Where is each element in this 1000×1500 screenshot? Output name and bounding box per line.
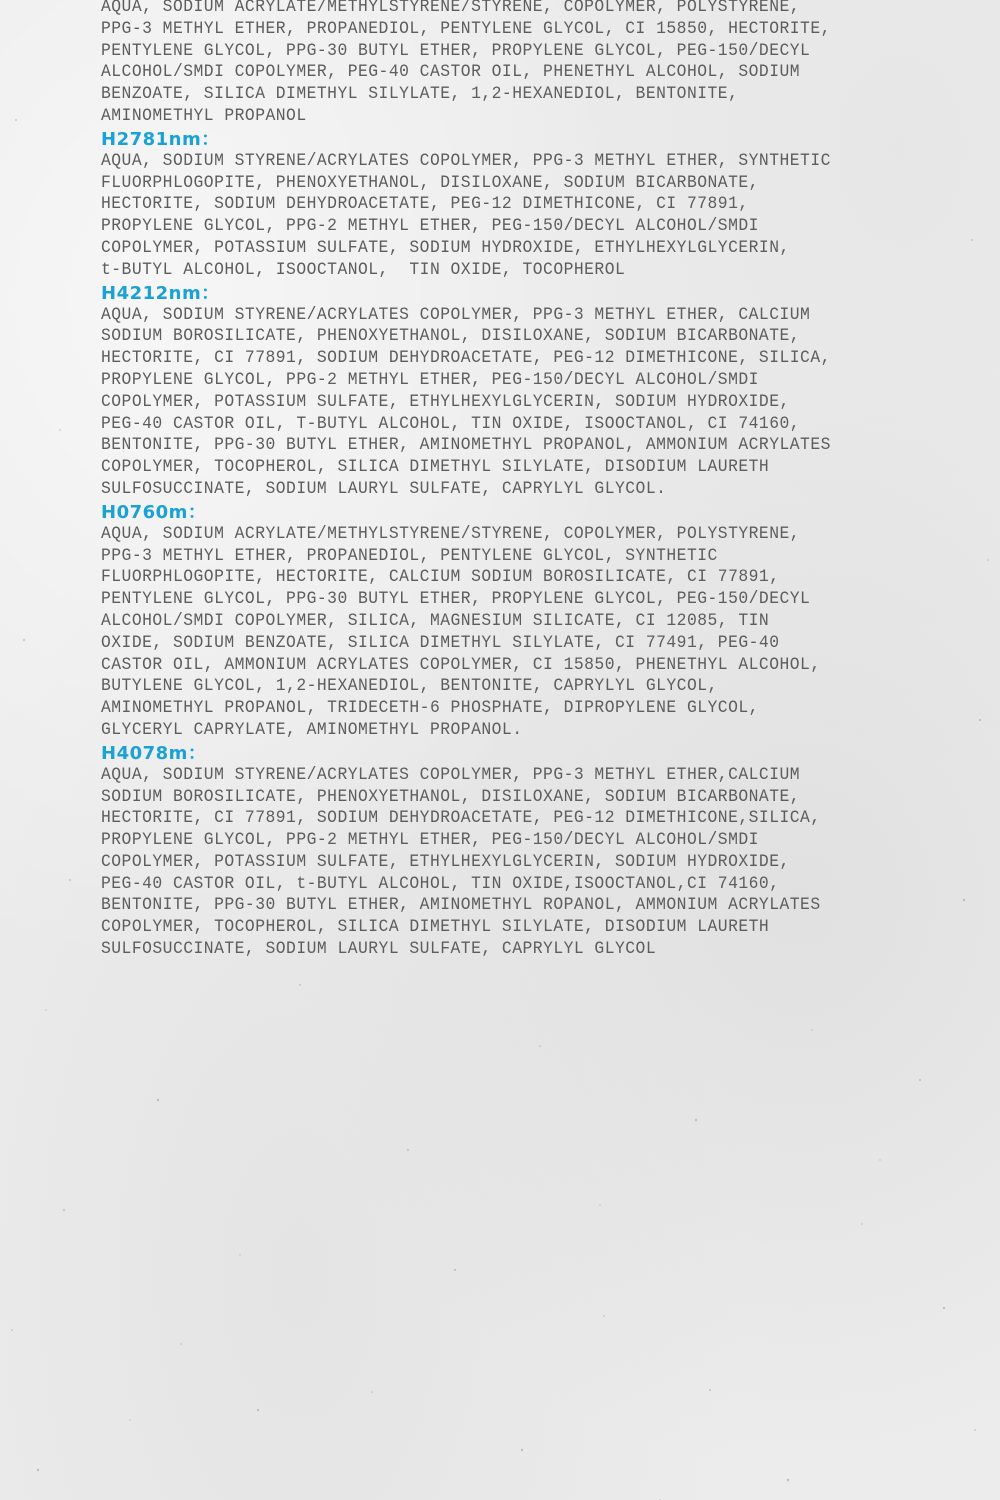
- ingredient-list-h4212nm: AQUA, SODIUM STYRENE/ACRYLATES COPOLYMER, PPG-3 METHYL ETHER, CALCIUM SODIUM BOROSILICATE, PHENOXYETHANOL, DISILOXANE, SODIUM BICARBONATE, HECTORITE, CI 77891, SODIUM DEHYDROACETATE, PEG-12 DIMETHICONE, SILICA, PROPYLENE GLYCOL, PPG-2 METHYL ETHER, PEG-150/DECYL ALCOHOL/SMDI COPOLYMER, POTASSIUM SULFATE, ETHYLHEXYLGLYCERIN, SODIUM HYDROXIDE, PEG-40 CASTOR OIL, T-BUTYL ALCOHOL, TIN OXIDE, ISOOCTANOL, CI 74160, BENTONITE, PPG-30 BUTYL ETHER, AMINOMETHYL PROPANOL, AMMONIUM ACRYLATES COPOLYMER, TOCOPHEROL, SILICA DIMETHYL SILYLATE, DISODIUM LAURETH SULFOSUCCINATE, SODIUM LAURYL SULFATE, CAPRYLYL GLYCOL.: [101, 305, 831, 499]
- product-code-h0760m: H0760m：: [101, 501, 207, 523]
- ingredients-document: [101, 0, 961, 961]
- ingredient-list-h2781nm: AQUA, SODIUM STYRENE/ACRYLATES COPOLYMER, PPG-3 METHYL ETHER, SYNTHETIC FLUORPHLOGOPITE, PHENOXYETHANOL, DISILOXANE, SODIUM BICARBONATE, HECTORITE, SODIUM DEHYDROACETATE, PEG-12 DIMETHICONE, CI 77891, PROPYLENE GLYCOL, PPG-2 METHYL ETHER, PEG-150/DECYL ALCOHOL/SMDI COPOLYMER, POTASSIUM SULFATE, SODIUM HYDROXIDE, ETHYLHEXYLGLYCERIN, t-BUTYL ALCOHOL, ISOOCTANOL, TIN OXIDE, TOCOPHEROL: [101, 151, 831, 280]
- product-code-h4078m: H4078m：: [101, 742, 207, 764]
- ingredient-list-h0760m: AQUA, SODIUM ACRYLATE/METHYLSTYRENE/STYRENE, COPOLYMER, POLYSTYRENE, PPG-3 METHYL ETHER, PROPANEDIOL, PENTYLENE GLYCOL, SYNTHETIC FLUORPHLOGOPITE, HECTORITE, CALCIUM SODIUM BOROSILICATE, CI 77891, PENTYLENE GLYCOL, PPG-30 BUTYL ETHER, PROPYLENE GLYCOL, PEG-150/DECYL ALCOHOL/SMDI COPOLYMER, SILICA, MAGNESIUM SILICATE, CI 12085, TIN OXIDE, SODIUM BENZOATE, SILICA DIMETHYL SILYLATE, CI 77491, PEG-40 CASTOR OIL, AMMONIUM ACRYLATES COPOLYMER, CI 15850, PHENETHYL ALCOHOL, BUTYLENE GLYCOL, 1,2-HEXANEDIOL, BENTONITE, CAPRYLYL GLYCOL, AMINOMETHYL PROPANOL, TRIDECETH-6 PHOSPHATE, DIPROPYLENE GLYCOL, GLYCERYL CAPRYLATE, AMINOMETHYL PROPANOL.: [101, 524, 821, 740]
- ingredient-list-h4078m: AQUA, SODIUM STYRENE/ACRYLATES COPOLYMER, PPG-3 METHYL ETHER,CALCIUM SODIUM BOROSILICATE, PHENOXYETHANOL, DISILOXANE, SODIUM BICARBONATE, HECTORITE, CI 77891, SODIUM DEHYDROACETATE, PEG-12 DIMETHICONE,SILICA, PROPYLENE GLYCOL, PPG-2 METHYL ETHER, PEG-150/DECYL ALCOHOL/SMDI COPOLYMER, POTASSIUM SULFATE, ETHYLHEXYLGLYCERIN, SODIUM HYDROXIDE, PEG-40 CASTOR OIL, t-BUTYL ALCOHOL, TIN OXIDE,ISOOCTANOL,CI 74160, BENTONITE, PPG-30 BUTYL ETHER, AMINOMETHYL ROPANOL, AMMONIUM ACRYLATES COPOLYMER, TOCOPHEROL, SILICA DIMETHYL SILYLATE, DISODIUM LAURETH SULFOSUCCINATE, SODIUM LAURYL SULFATE, CAPRYLYL GLYCOL: [101, 765, 821, 960]
- product-code-h4212nm: H4212nm：: [101, 282, 220, 304]
- ingredient-list-intro: AQUA, SODIUM ACRYLATE/METHYLSTYRENE/STYRENE, COPOLYMER, POLYSTYRENE, PPG-3 METHYL ETHER, PROPANEDIOL, PENTYLENE GLYCOL, CI 15850, HECTORITE, PENTYLENE GLYCOL, PPG-30 BUTYL ETHER, PROPYLENE GLYCOL, PEG-150/DECYL ALCOHOL/SMDI COPOLYMER, PEG-40 CASTOR OIL, PHENETHYL ALCOHOL, SODIUM BENZOATE, SILICA DIMETHYL SILYLATE, 1,2-HEXANEDIOL, BENTONITE, AMINOMETHYL PROPANOL: [101, 0, 831, 126]
- product-code-h2781nm: H2781nm：: [101, 128, 220, 150]
